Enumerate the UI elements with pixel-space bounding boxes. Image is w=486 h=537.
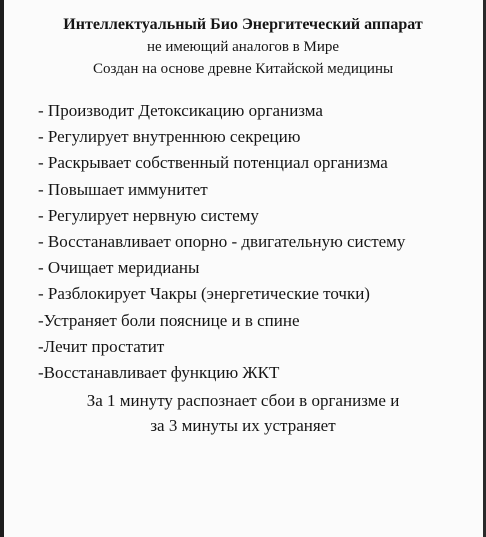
list-item-meridians: - Очищает меридианы <box>38 258 200 278</box>
list-item-musculoskeletal: - Восстанавливает опорно - двигательную систему <box>38 232 406 252</box>
list-item-gastro: -Восстанавливает функцию ЖКТ <box>38 363 280 383</box>
page-title: Интеллектуальный Био Энергитеческий аппарат <box>63 16 423 33</box>
subtitle-no-analogs: не имеющий аналогов в Мире <box>146 39 340 55</box>
list-item-secretion: - Регулирует внутреннюю секрецию <box>38 127 301 147</box>
list-item-potential: - Раскрывает собственный потенциал организма <box>38 153 388 173</box>
list-item-chakras: - Разблокирует Чакры (энергетические точки) <box>38 284 370 304</box>
list-item-back-pain: -Устраняет боли пояснице и в спине <box>38 310 300 330</box>
benefits-list <box>0 98 486 386</box>
list-item-nervous-system: - Регулирует нервную систему <box>38 205 259 225</box>
subtitle-chinese-medicine: Создан на основе древне Китайской медицины <box>92 61 394 77</box>
footer-line-detect: За 1 минуту распознает сбои в организме и <box>86 391 400 411</box>
footer <box>0 388 486 438</box>
footer-line-fix: за 3 минуты их устраняет <box>150 416 336 436</box>
list-item-prostatitis: -Лечит простатит <box>38 336 165 356</box>
list-item-detox: - Производит Детоксикацию организма <box>38 101 323 120</box>
list-item-immunity: - Повышает иммунитет <box>38 179 208 199</box>
